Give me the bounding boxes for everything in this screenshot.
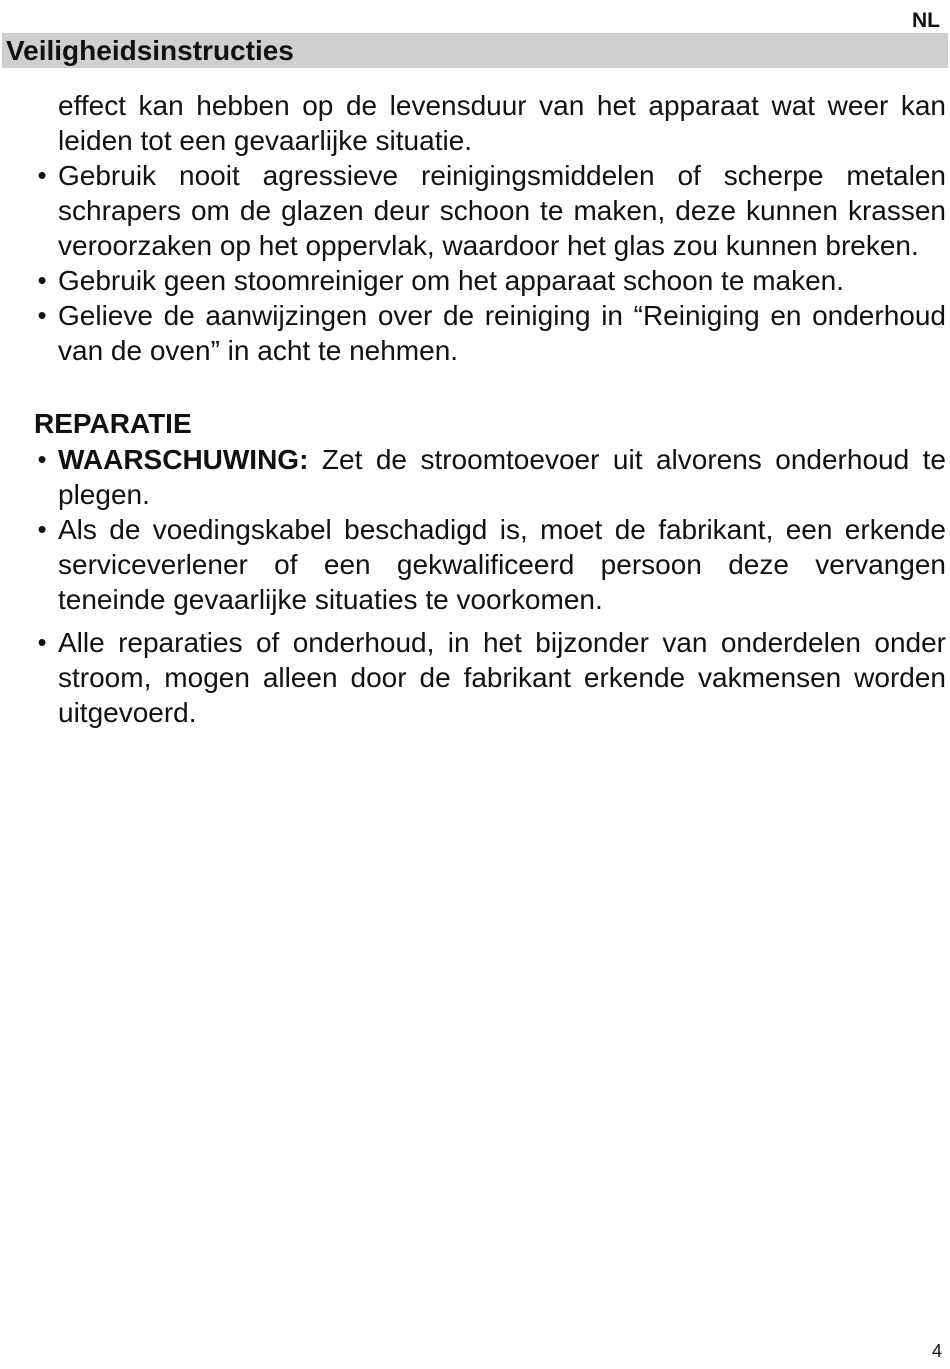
repair-heading: REPARATIE — [34, 408, 192, 439]
list-item-text: Als de voedingskabel beschadigd is, moet de fabrikant, een erkende serviceverlener of een gekwalificeerd persoon deze vervangen teneinde gevaarlijke situaties te voorkomen. — [58, 514, 946, 615]
list-item-text: Alle reparaties of onderhoud, in het bijzonder van onderdelen onder stroom, mogen alleen door de fabrikant erkende vakmensen worden uitgevoerd. — [58, 627, 946, 728]
bullet-icon: • — [37, 514, 47, 544]
language-code: NL — [912, 9, 940, 32]
bullet-icon: • — [37, 300, 47, 330]
list-item-text: Gelieve de aanwijzingen over de reiniging in “Reiniging en onderhoud van de oven” in acht te nehmen. — [58, 300, 946, 366]
list-item — [37, 298, 946, 368]
bullet-icon: • — [37, 265, 47, 295]
warning-label: WAARSCHUWING: — [58, 444, 309, 475]
list-item — [37, 158, 946, 263]
warning-text: Zet de stroomtoevoer uit alvorens onderhoud te plegen. — [58, 444, 946, 510]
cleaning-instructions-list — [37, 158, 946, 368]
bullet-icon: • — [37, 160, 47, 190]
list-item — [37, 263, 946, 298]
list-item-text: Gebruik nooit agressieve reinigingsmiddelen of scherpe metalen schrapers om de glazen deur schoon te maken, deze kunnen krassen veroorzaken op het oppervlak, waardoor het glas zou kunnen breken. — [58, 160, 946, 261]
section-header-bar — [2, 33, 948, 68]
list-item-warning — [37, 442, 946, 512]
bullet-icon: • — [37, 627, 47, 657]
intro-continuation: effect kan hebben op de levensduur van het apparaat wat weer kan leiden tot een gevaarlijke situatie. — [58, 90, 946, 156]
spacer — [58, 368, 946, 403]
list-item — [37, 512, 946, 617]
list-item-text: Gebruik geen stoomreiniger om het apparaat schoon te maken. — [58, 265, 845, 296]
document-body — [34, 88, 946, 730]
list-item — [37, 625, 946, 730]
repair-instructions-list — [37, 442, 946, 730]
section-title: Veiligheidsinstructies — [6, 35, 294, 66]
bullet-icon: • — [37, 444, 47, 474]
page-number: 4 — [931, 1341, 942, 1361]
